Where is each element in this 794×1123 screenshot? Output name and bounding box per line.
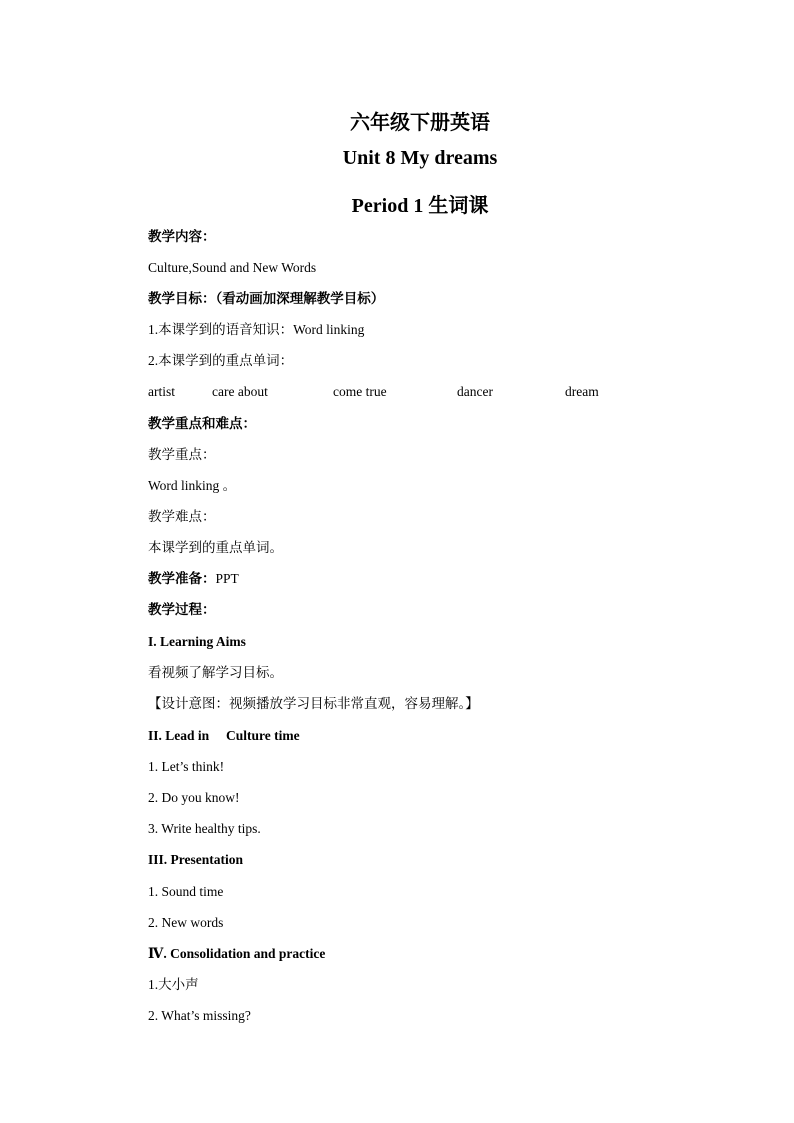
vocab-word: dream — [565, 384, 599, 399]
content-text: Culture,Sound and New Words — [148, 260, 317, 275]
process-label: 教学过程： — [148, 602, 216, 617]
vocab-word: care about — [212, 384, 268, 399]
list-item: 3. Write healthy tips. — [148, 821, 261, 836]
section-heading: I. Learning Aims — [148, 634, 246, 649]
preparation-line — [148, 570, 239, 588]
vocab-word: artist — [148, 384, 175, 399]
section-heading: Ⅳ. Consolidation and practice — [148, 946, 326, 961]
section-text: 看视频了解学习目标。 — [148, 665, 283, 680]
objectives-label: 教学目标：（看动画加深理解教学目标） — [148, 291, 385, 306]
difficulty-label: 教学难点： — [148, 509, 216, 524]
title-chinese: 六年级下册英语 — [350, 112, 490, 134]
key-points-label: 教学重点和难点： — [148, 416, 256, 431]
objective-item-1: 1.本课学到的语音知识：Word linking — [148, 322, 365, 337]
section-heading: II. Lead in Culture time — [148, 728, 300, 743]
list-item: 2. New words — [148, 915, 224, 930]
list-item: 1. Sound time — [148, 884, 224, 899]
vocab-word: come true — [333, 384, 387, 399]
list-item: 2. What’s missing? — [148, 1008, 251, 1023]
preparation-label: 教学准备： — [148, 571, 216, 586]
vocab-word: dancer — [457, 384, 493, 399]
list-item: 2. Do you know! — [148, 790, 240, 805]
focus-text: Word linking 。 — [148, 478, 237, 493]
content-label: 教学内容： — [148, 229, 216, 244]
objective-item-2: 2.本课学到的重点单词： — [148, 353, 294, 368]
preparation-value: PPT — [215, 571, 239, 586]
difficulty-text: 本课学到的重点单词。 — [148, 540, 283, 555]
title-period: Period 1 生词课 — [351, 195, 489, 217]
section-heading: III. Presentation — [148, 852, 244, 867]
list-item: 1.大小声 — [148, 977, 199, 992]
list-item: 1. Let’s think! — [148, 759, 225, 774]
focus-label: 教学重点： — [148, 447, 216, 462]
design-intent-note: 【设计意图：视频播放学习目标非常直观，容易理解。】 — [148, 696, 479, 711]
title-unit: Unit 8 My dreams — [342, 147, 498, 169]
